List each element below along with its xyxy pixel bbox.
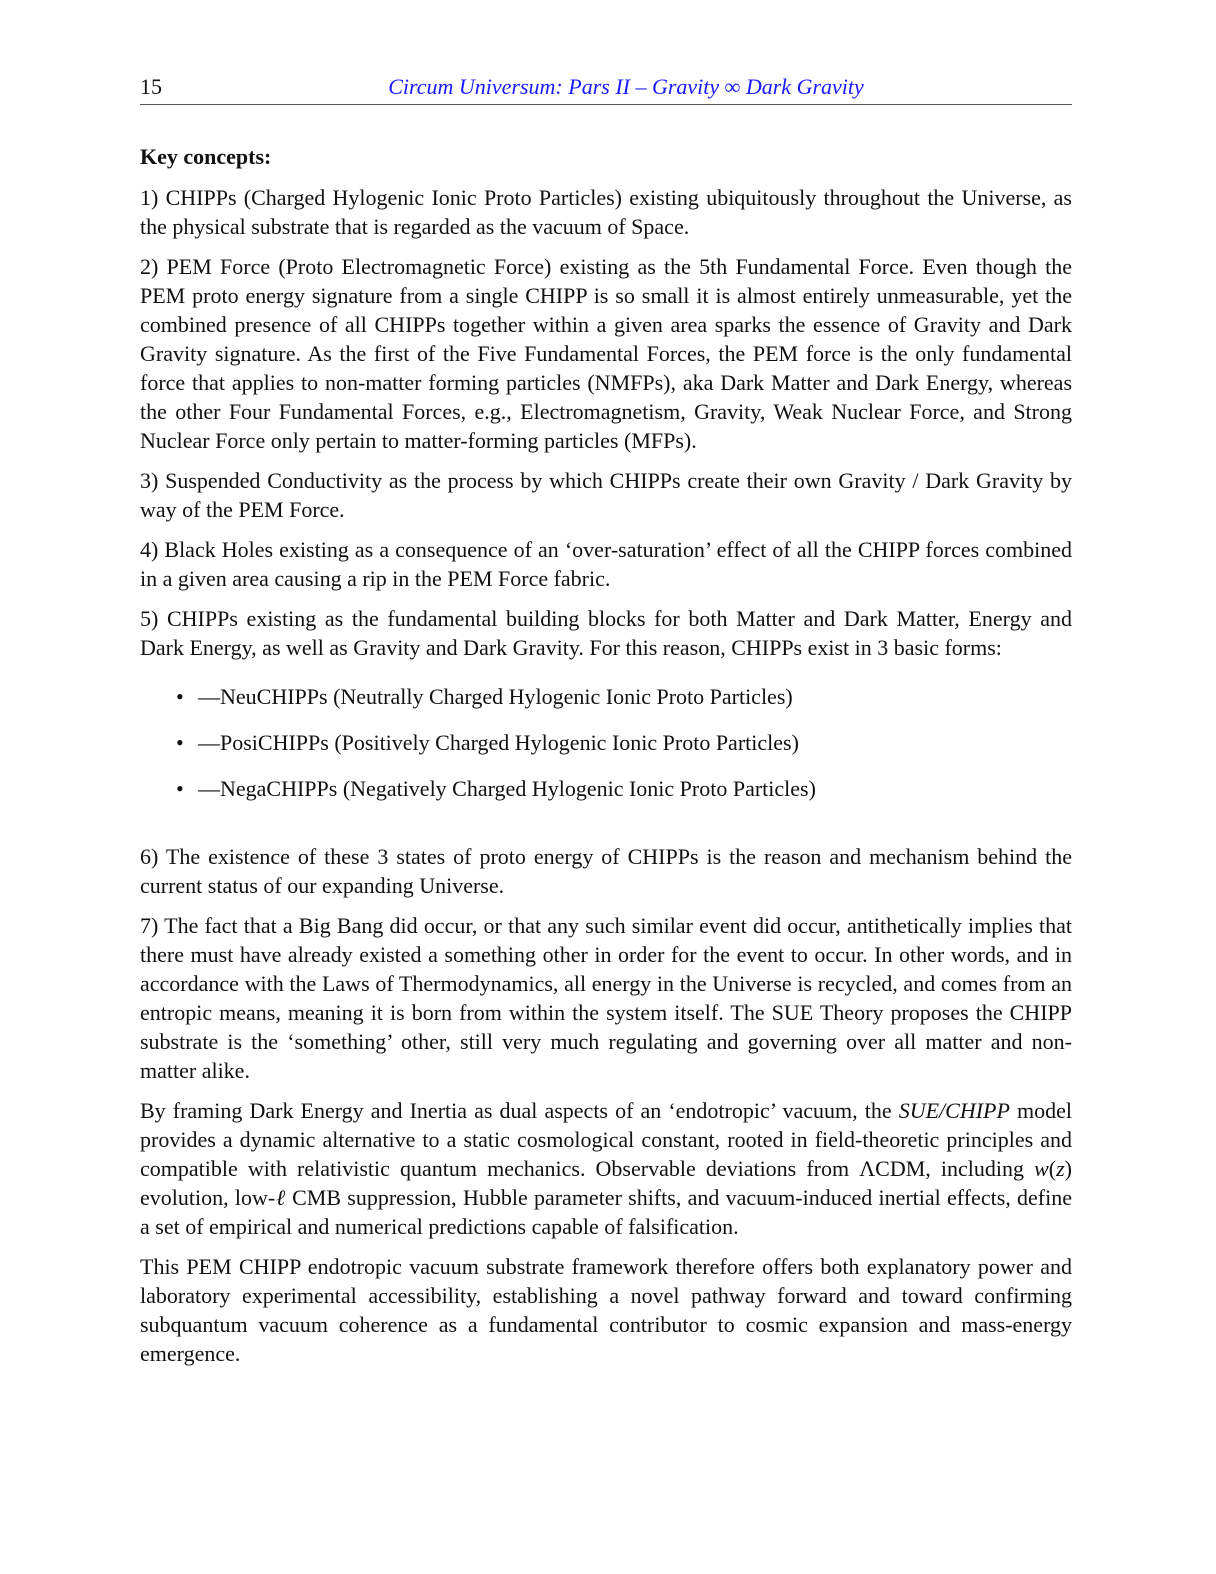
math: z <box>1056 1156 1065 1181</box>
list-item <box>140 682 1072 728</box>
list-item <box>140 774 1072 820</box>
text: CMB suppression, Hubble parameter shifts, and vacuum-induced inertial effects, define a set of empirical and numerical predictions capable of falsification. <box>140 1185 1072 1239</box>
model-name: SUE/CHIPP <box>898 1098 1010 1123</box>
math: ( <box>1048 1156 1057 1181</box>
paragraph-4: 4) Black Holes existing as a consequence of an ‘over-saturation’ effect of all the CHIPP forces combined in a given area causing a rip in the PEM Force fabric. <box>140 537 1072 591</box>
list-item <box>140 728 1072 774</box>
list-item-text: —NeuCHIPPs (Neutrally Charged Hylogenic Ionic Proto Particles) <box>198 684 793 709</box>
text: ) evolution, low- <box>140 1156 1072 1210</box>
list-item-text: —PosiCHIPPs (Positively Charged Hylogenic Ionic Proto Particles) <box>198 730 799 755</box>
text: By framing Dark Energy and Inertia as dual aspects of an ‘endotropic’ vacuum, the <box>140 1098 899 1123</box>
bullet-icon: • <box>176 684 184 709</box>
paragraph-2: 2) PEM Force (Proto Electromagnetic Force) existing as the 5th Fundamental Force. Even though the PEM proto energy signature from a single CHIPP is so small it is almost entirely unmeasurable, yet the combined presence of all CHIPPs together within a given area sparks the essence of Gravity and Dark Gravity signature. As the first of the Five Fundamental Forces, the PEM force is the only fundamental force that applies to non-matter forming particles (NMFPs), aka Dark Matter and Dark Energy, whereas the other Four Fundamental Forces, e.g., Electromagnetism, Gravity, Weak Nuclear Force, and Strong Nuclear Force only pertain to matter-forming particles (MFPs). <box>140 254 1072 453</box>
text: model provides a dynamic alternative to a static cosmological constant, rooted in field-theoretic principles and compatible with relativistic quantum mechanics. Observable deviations from ΛCDM, including <box>140 1098 1072 1181</box>
section-heading: Key concepts: <box>140 144 272 169</box>
running-header <box>140 74 1072 105</box>
paragraph-framing <box>140 1096 1072 1241</box>
list-item-text: —NegaCHIPPs (Negatively Charged Hylogenic Ionic Proto Particles) <box>198 776 816 801</box>
paragraph-6: 6) The existence of these 3 states of proto energy of CHIPPs is the reason and mechanism behind the current status of our expanding Universe. <box>140 844 1072 898</box>
bullet-icon: • <box>176 776 184 801</box>
paragraph-1: 1) CHIPPs (Charged Hylogenic Ionic Proto Particles) existing ubiquitously throughout the Universe, as the physical substrate that is regarded as the vacuum of Space. <box>140 185 1072 239</box>
chipp-forms-list <box>140 682 1072 820</box>
bullet-icon: • <box>176 730 184 755</box>
paragraph-5: 5) CHIPPs existing as the fundamental building blocks for both Matter and Dark Matter, Energy and Dark Energy, as well as Gravity and Dark Gravity. For this reason, CHIPPs exist in 3 basic forms: <box>140 606 1072 660</box>
math: ℓ <box>275 1185 286 1210</box>
running-title: Circum Universum: Pars II – Gravity ∞ Dark Gravity <box>388 74 864 99</box>
paragraph-closing: This PEM CHIPP endotropic vacuum substrate framework therefore offers both explanatory power and laboratory experimental accessibility, establishing a novel pathway forward and toward confirming subquantum vacuum coherence as a fundamental contributor to cosmic expansion and mass-energy emergence. <box>140 1254 1072 1366</box>
paragraph-3: 3) Suspended Conductivity as the process by which CHIPPs create their own Gravity / Dark Gravity by way of the PEM Force. <box>140 468 1072 522</box>
page-body <box>140 142 1072 1379</box>
page-number: 15 <box>140 74 162 99</box>
paragraph-7: 7) The fact that a Big Bang did occur, or that any such similar event did occur, antithetically implies that there must have already existed a something other in order for the event to occur. In other words, and in accordance with the Laws of Thermodynamics, all energy in the Universe is recycled, and comes from an entropic means, meaning it is born from within the system itself. The SUE Theory proposes the CHIPP substrate is the ‘something’ other, still very much regulating and governing over all matter and non-matter alike. <box>140 913 1072 1083</box>
math: w <box>1034 1156 1049 1181</box>
